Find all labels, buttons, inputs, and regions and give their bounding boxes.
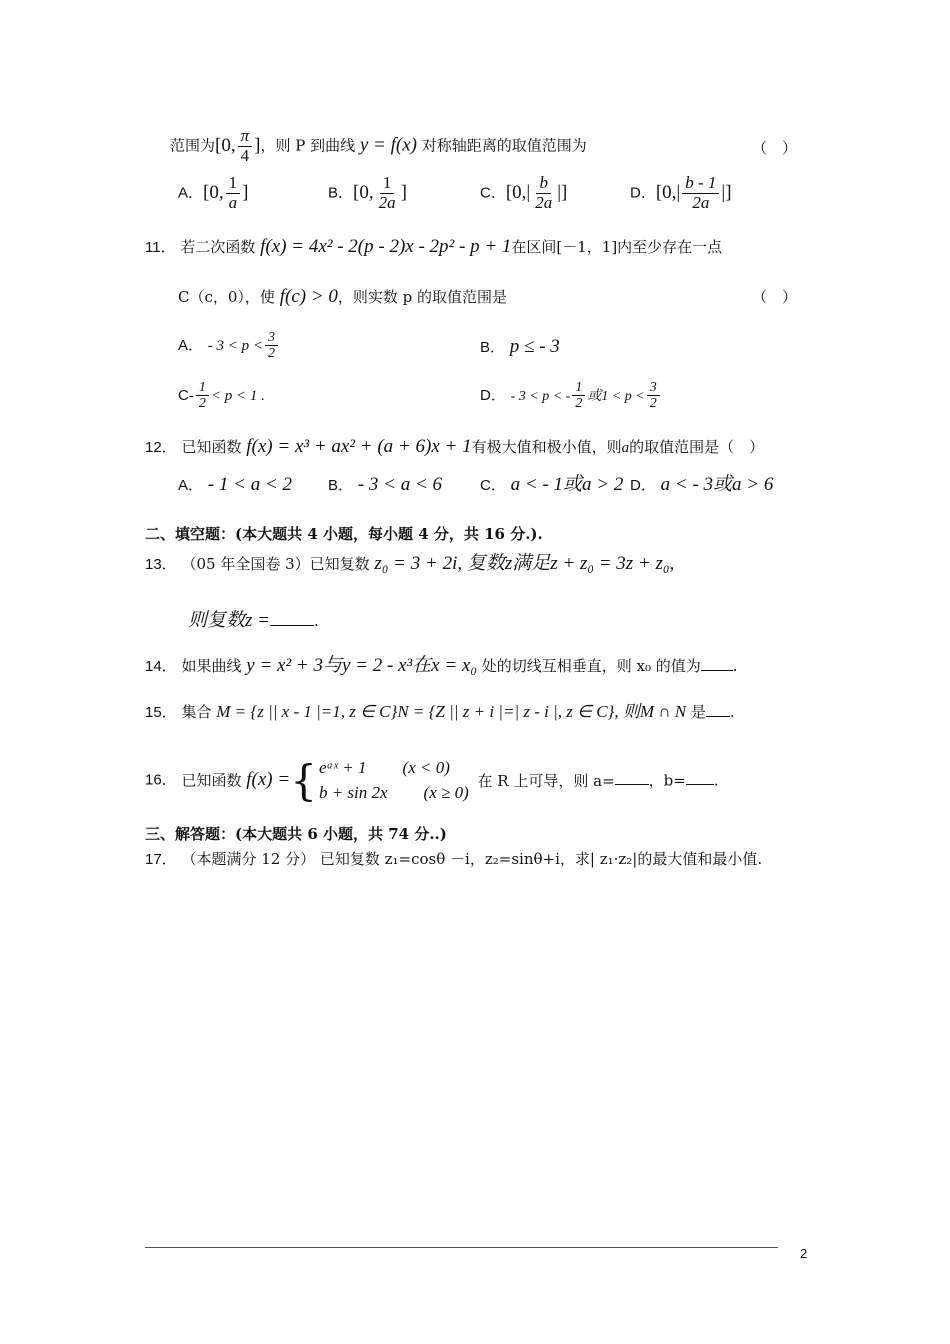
- q16-piecewise: f(x) = { eᵃˣ + 1 (x < 0) b + sin 2x (x ≥ 0): [246, 755, 469, 805]
- q15-text1: 集合: [181, 703, 212, 721]
- q11-option-c: C- $\frac{1}{2}$ < p < 1 .: [178, 380, 265, 412]
- q11-condition: f(c) > 0: [279, 286, 338, 307]
- section3-title: 三、解答题：: [145, 825, 236, 843]
- q16-function: f(x) =: [246, 769, 291, 791]
- q13-end: .: [313, 612, 319, 630]
- q11-number: 11．: [145, 239, 176, 256]
- q16-line: [145, 756, 719, 805]
- q15-line: [145, 702, 735, 722]
- q13-source: （05 年全国卷 3）已知复数: [181, 555, 370, 573]
- q10-option-d: D．[0,| $\frac{b - 1}{2a}$ |]: [630, 173, 732, 212]
- q13-line2: [188, 610, 319, 633]
- q13-number: 13．: [145, 556, 177, 573]
- q10-prefix: 范围为: [170, 136, 216, 155]
- q12-text1: 已知函数: [181, 438, 242, 456]
- q11-line2-post: ，则实数 p 的取值范围是: [337, 288, 508, 306]
- q13-answer-blank[interactable]: [270, 611, 314, 626]
- q16-blank-a[interactable]: [615, 770, 649, 785]
- q11-option-b: B． p ≤ - 3: [480, 336, 560, 357]
- q16-end: .: [713, 771, 719, 790]
- q13-math: z₀ = 3 + 2i, 复数z满足z + z₀ = 3z + z₀,: [374, 553, 675, 574]
- q11-option-a: A． - 3 < p < $\frac{3}{2}$: [178, 330, 280, 362]
- q10-option-b: B．[0, $\frac{1}{2a}$ ]: [328, 173, 407, 212]
- q10-mid: ，则 P 到曲线: [260, 136, 356, 155]
- q16-sep: ，b=: [648, 771, 686, 790]
- q11-function: f(x) = 4x² - 2(p - 2)x - 2p² - p + 1: [260, 236, 512, 257]
- q10-curve: y = f(x): [359, 134, 417, 156]
- section3-detail: (本大题共 6 小题，共 74 分..): [235, 825, 447, 843]
- q17-text: （本题满分 12 分） 已知复数 z₁=cosθ －i，z₂=sinθ+i，求| z₁·z₂|的最大值和最小值.: [181, 850, 763, 868]
- q16-text2: 在 R 上可导，则 a=: [477, 771, 615, 790]
- q12-line: [145, 436, 764, 459]
- footer-rule: [145, 1247, 778, 1248]
- q15-number: 15．: [145, 704, 177, 721]
- q15-math: M = {z || x - 1 |=1, z ∈ C}N = {Z || z + i |=| z - i |, z ∈ C}, 则M ∩ N: [216, 702, 687, 721]
- q14-end: .: [732, 657, 738, 675]
- q11-line2-pre: C（c，0），使: [178, 288, 275, 306]
- section2-heading: [145, 525, 543, 543]
- q12-var: a: [621, 440, 630, 456]
- q12-function: f(x) = x³ + ax² + (a + 6)x + 1: [246, 436, 472, 457]
- q14-math: y = x² + 3与y = 2 - x³在x = x₀: [246, 655, 477, 676]
- q11-option-d: D． - 3 < p < - $\frac{1}{2}$ 或1 < p < $\frac{3}{2}$: [480, 380, 662, 412]
- section2-detail: (本大题共 4 小题，每小题 4 分，共 16 分.).: [235, 525, 543, 543]
- page-number: 2: [800, 1246, 808, 1261]
- q10-line: [170, 127, 587, 165]
- q16-blank-b[interactable]: [686, 770, 714, 785]
- q13-answer-label: 则复数z =: [188, 610, 270, 631]
- q11-line1: [145, 236, 722, 259]
- section3-heading: [145, 825, 447, 843]
- q12-text3: 的取值范围是（ ）: [629, 438, 765, 456]
- q16-number: 16．: [145, 771, 177, 789]
- q10-suffix: 对称轴距离的取值范围为: [421, 136, 587, 155]
- q14-text1: 如果曲线: [181, 657, 242, 675]
- q14-line: [145, 655, 738, 678]
- q12-option-b: B． - 3 < a < 6: [328, 474, 443, 495]
- q11-text1: 若二次函数: [180, 238, 256, 256]
- q15-end: .: [729, 703, 735, 721]
- q16-text1: 已知函数: [181, 771, 242, 790]
- q17-line: [145, 850, 762, 869]
- q11-paren: （ ）: [752, 288, 798, 306]
- q14-number: 14．: [145, 658, 177, 675]
- q14-text2: 处的切线互相垂直，则 x₀ 的值为: [481, 657, 701, 675]
- q15-answer-blank[interactable]: [706, 702, 730, 717]
- q11-text2: 在区间[－1，1]内至少存在一点: [511, 238, 723, 256]
- q13-line1: [145, 553, 674, 576]
- section2-title: 二、填空题：: [145, 525, 236, 543]
- q10-range: [0, $\frac{\pi}{4}$ ]: [215, 126, 261, 165]
- q10-option-a: A．[0, $\frac{1}{a}$ ]: [178, 173, 249, 212]
- q15-text2: 是: [690, 703, 706, 721]
- q12-option-a: A． - 1 < a < 2: [178, 474, 293, 495]
- q12-number: 12．: [145, 439, 177, 456]
- q12-option-c: C． a < - 1或a > 2: [480, 474, 624, 495]
- q14-answer-blank[interactable]: [701, 656, 733, 671]
- q17-number: 17．: [145, 851, 177, 868]
- q12-option-d: D． a < - 3或a > 6: [630, 474, 774, 495]
- q10-option-c: C．[0,| $\frac{b}{2a}$ |]: [480, 173, 568, 212]
- q16-brace: {: [290, 755, 317, 805]
- q12-text2: 有极大值和极小值，则: [471, 438, 622, 456]
- q10-paren: （ ）: [752, 139, 798, 157]
- q11-line2: [178, 286, 507, 309]
